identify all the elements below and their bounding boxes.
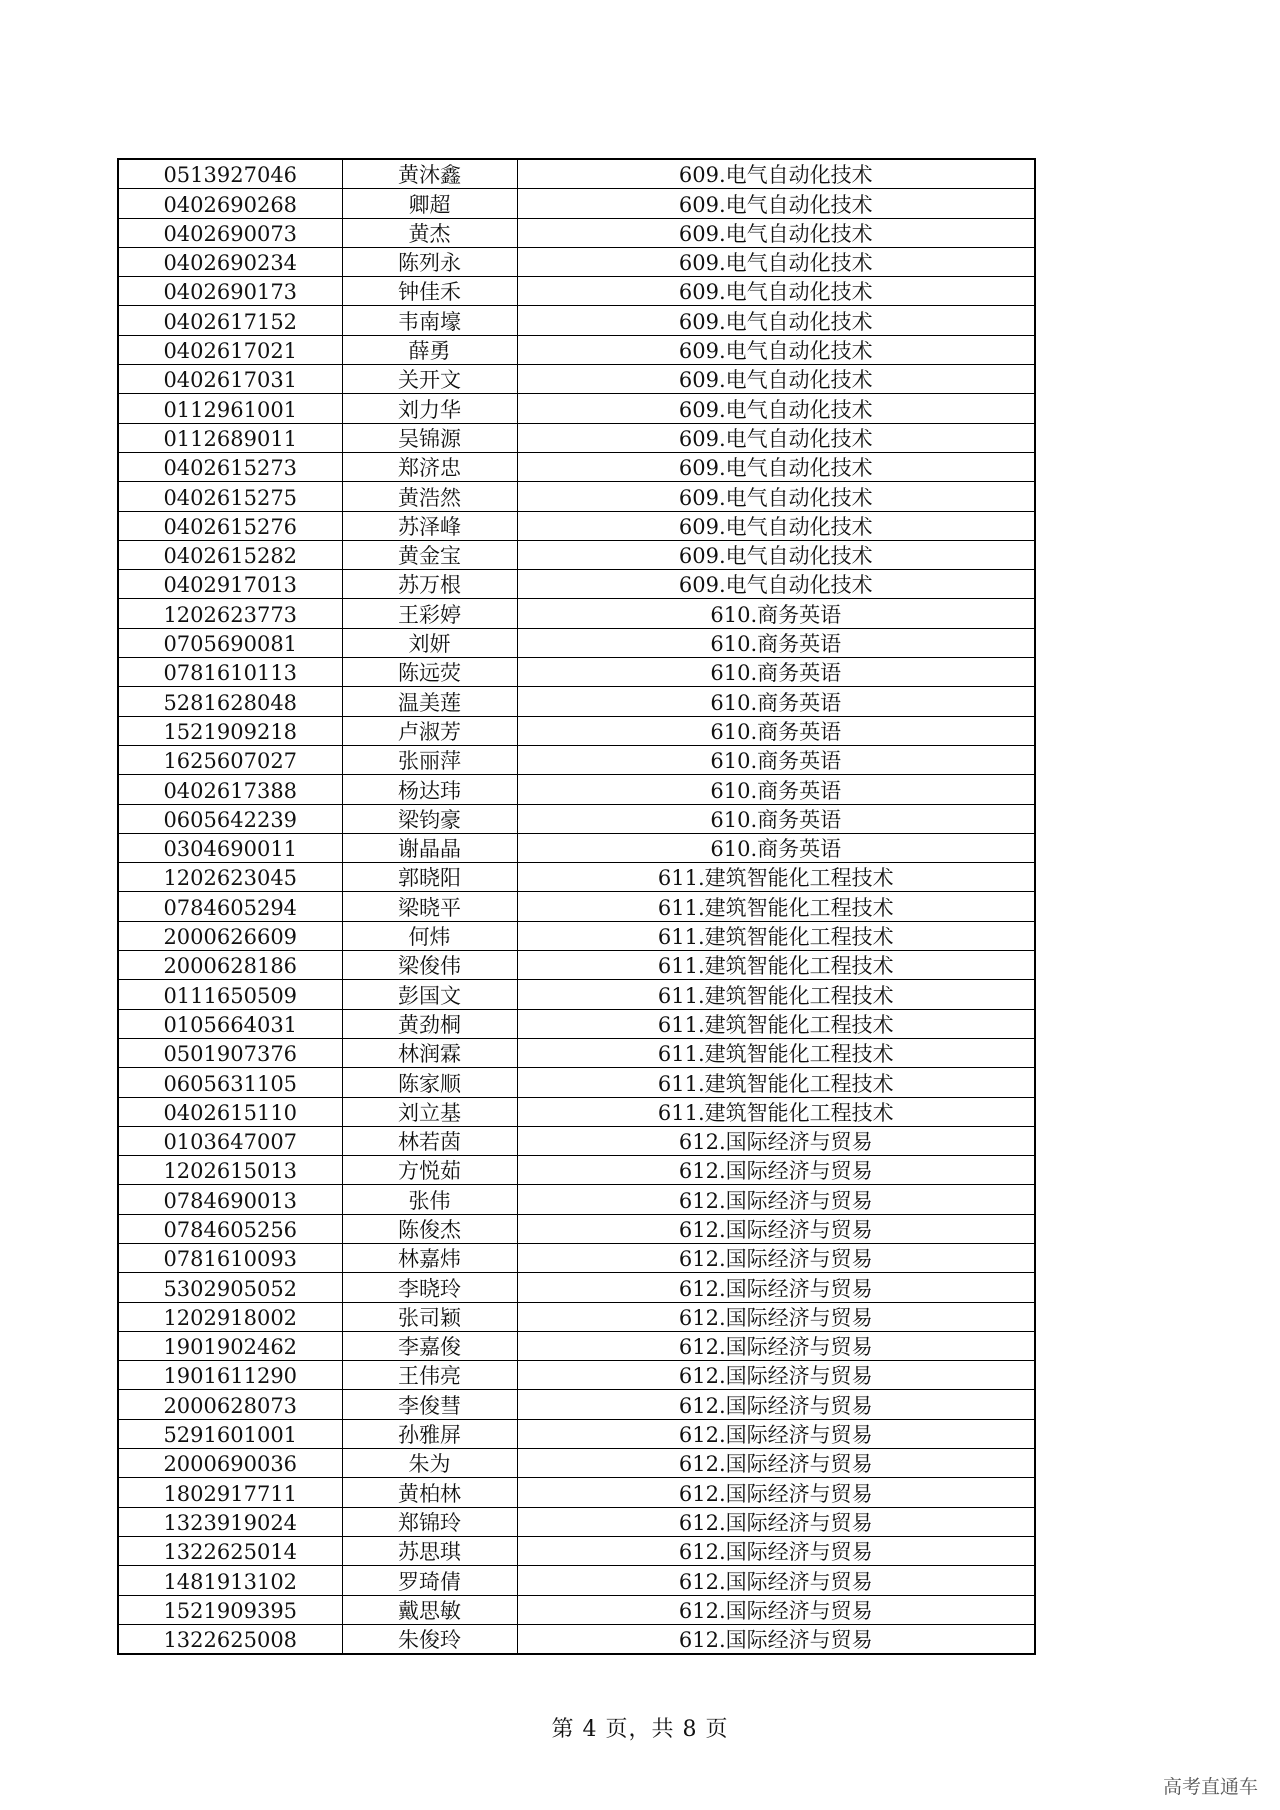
- table-row: [118, 511, 1035, 540]
- major-cell: 611.建筑智能化工程技术: [517, 921, 1035, 950]
- exam-number-cell: 0402917013: [118, 570, 342, 599]
- major-cell: 610.商务英语: [517, 833, 1035, 862]
- student-name-cell: 黄金宝: [342, 540, 517, 569]
- exam-number-cell: 1521909218: [118, 716, 342, 745]
- table-row: [118, 1536, 1035, 1565]
- exam-number-cell: 1202615013: [118, 1156, 342, 1185]
- major-cell: 611.建筑智能化工程技术: [517, 1097, 1035, 1126]
- exam-number-cell: 0105664031: [118, 1009, 342, 1038]
- major-cell: 611.建筑智能化工程技术: [517, 980, 1035, 1009]
- table-row: [118, 1038, 1035, 1067]
- major-cell: 609.电气自动化技术: [517, 335, 1035, 364]
- major-cell: 612.国际经济与贸易: [517, 1449, 1035, 1478]
- student-name-cell: 张丽萍: [342, 745, 517, 774]
- student-name-cell: 戴思敏: [342, 1595, 517, 1624]
- exam-number-cell: 1322625008: [118, 1624, 342, 1654]
- table-row: [118, 892, 1035, 921]
- admission-list-table: [117, 158, 1036, 1655]
- exam-number-cell: 2000626609: [118, 921, 342, 950]
- student-name-cell: 吴锦源: [342, 423, 517, 452]
- exam-number-cell: 0605642239: [118, 804, 342, 833]
- major-cell: 610.商务英语: [517, 687, 1035, 716]
- student-name-cell: 韦南壕: [342, 306, 517, 335]
- table-row: [118, 365, 1035, 394]
- table-row: [118, 1302, 1035, 1331]
- major-cell: 610.商务英语: [517, 804, 1035, 833]
- major-cell: 611.建筑智能化工程技术: [517, 951, 1035, 980]
- student-name-cell: 刘立基: [342, 1097, 517, 1126]
- exam-number-cell: 2000628186: [118, 951, 342, 980]
- exam-number-cell: 1802917711: [118, 1478, 342, 1507]
- exam-number-cell: 1901611290: [118, 1361, 342, 1390]
- exam-number-cell: 1521909395: [118, 1595, 342, 1624]
- major-cell: 609.电气自动化技术: [517, 570, 1035, 599]
- major-cell: 612.国际经济与贸易: [517, 1185, 1035, 1214]
- major-cell: 612.国际经济与贸易: [517, 1156, 1035, 1185]
- student-name-cell: 苏泽峰: [342, 511, 517, 540]
- exam-number-cell: 0781610113: [118, 658, 342, 687]
- student-name-cell: 陈俊杰: [342, 1214, 517, 1243]
- table-row: [118, 1273, 1035, 1302]
- major-cell: 610.商务英语: [517, 658, 1035, 687]
- table-row: [118, 775, 1035, 804]
- table-row: [118, 833, 1035, 862]
- table-row: [118, 423, 1035, 452]
- major-cell: 612.国际经济与贸易: [517, 1126, 1035, 1155]
- major-cell: 609.电气自动化技术: [517, 452, 1035, 481]
- exam-number-cell: 0402617152: [118, 306, 342, 335]
- major-cell: 609.电气自动化技术: [517, 423, 1035, 452]
- exam-number-cell: 0784605294: [118, 892, 342, 921]
- student-name-cell: 关开文: [342, 365, 517, 394]
- major-cell: 609.电气自动化技术: [517, 394, 1035, 423]
- student-name-cell: 苏思琪: [342, 1536, 517, 1565]
- major-cell: 612.国际经济与贸易: [517, 1566, 1035, 1595]
- exam-number-cell: 1323919024: [118, 1507, 342, 1536]
- major-cell: 612.国际经济与贸易: [517, 1331, 1035, 1360]
- major-cell: 612.国际经济与贸易: [517, 1507, 1035, 1536]
- page-number: 第 4 页，共 8 页: [551, 1717, 729, 1742]
- student-name-cell: 钟佳禾: [342, 277, 517, 306]
- exam-number-cell: 0781610093: [118, 1243, 342, 1272]
- student-name-cell: 黄柏林: [342, 1478, 517, 1507]
- table-row: [118, 540, 1035, 569]
- exam-number-cell: 0513927046: [118, 159, 342, 189]
- exam-number-cell: 1202623045: [118, 863, 342, 892]
- table-row: [118, 687, 1035, 716]
- student-name-cell: 郭晓阳: [342, 863, 517, 892]
- table-row: [118, 599, 1035, 628]
- student-name-cell: 郑济忠: [342, 452, 517, 481]
- student-name-cell: 李俊彗: [342, 1390, 517, 1419]
- exam-number-cell: 0705690081: [118, 628, 342, 657]
- major-cell: 611.建筑智能化工程技术: [517, 1038, 1035, 1067]
- exam-number-cell: 0111650509: [118, 980, 342, 1009]
- student-name-cell: 陈列永: [342, 247, 517, 276]
- major-cell: 612.国际经济与贸易: [517, 1243, 1035, 1272]
- exam-number-cell: 0402690073: [118, 218, 342, 247]
- table-row: [118, 1185, 1035, 1214]
- student-name-cell: 黄杰: [342, 218, 517, 247]
- student-name-cell: 温美莲: [342, 687, 517, 716]
- table-row: [118, 1361, 1035, 1390]
- student-name-cell: 苏万根: [342, 570, 517, 599]
- major-cell: 612.国际经济与贸易: [517, 1390, 1035, 1419]
- table-row: [118, 1156, 1035, 1185]
- student-name-cell: 梁俊伟: [342, 951, 517, 980]
- student-name-cell: 陈家顺: [342, 1068, 517, 1097]
- major-cell: 609.电气自动化技术: [517, 482, 1035, 511]
- table-row: [118, 1009, 1035, 1038]
- table-row: [118, 1243, 1035, 1272]
- table-row: [118, 628, 1035, 657]
- major-cell: 612.国际经济与贸易: [517, 1595, 1035, 1624]
- table-row: [118, 1566, 1035, 1595]
- table-row: [118, 570, 1035, 599]
- major-cell: 609.电气自动化技术: [517, 365, 1035, 394]
- major-cell: 612.国际经济与贸易: [517, 1478, 1035, 1507]
- exam-number-cell: 0501907376: [118, 1038, 342, 1067]
- major-cell: 610.商务英语: [517, 745, 1035, 774]
- exam-number-cell: 0402617388: [118, 775, 342, 804]
- major-cell: 609.电气自动化技术: [517, 218, 1035, 247]
- table-row: [118, 1595, 1035, 1624]
- student-name-cell: 刘妍: [342, 628, 517, 657]
- student-name-cell: 梁钧豪: [342, 804, 517, 833]
- exam-number-cell: 0402615273: [118, 452, 342, 481]
- major-cell: 612.国际经济与贸易: [517, 1273, 1035, 1302]
- table-row: [118, 1624, 1035, 1654]
- table-row: [118, 306, 1035, 335]
- student-name-cell: 杨达玮: [342, 775, 517, 804]
- exam-number-cell: 2000690036: [118, 1449, 342, 1478]
- major-cell: 612.国际经济与贸易: [517, 1419, 1035, 1448]
- exam-number-cell: 2000628073: [118, 1390, 342, 1419]
- major-cell: 612.国际经济与贸易: [517, 1302, 1035, 1331]
- table-row: [118, 863, 1035, 892]
- table-row: [118, 452, 1035, 481]
- table-row: [118, 980, 1035, 1009]
- major-cell: 610.商务英语: [517, 628, 1035, 657]
- table-row: [118, 218, 1035, 247]
- major-cell: 609.电气自动化技术: [517, 511, 1035, 540]
- student-name-cell: 陈远荧: [342, 658, 517, 687]
- major-cell: 609.电气自动化技术: [517, 247, 1035, 276]
- major-cell: 611.建筑智能化工程技术: [517, 1009, 1035, 1038]
- student-name-cell: 郑锦玲: [342, 1507, 517, 1536]
- student-name-cell: 谢晶晶: [342, 833, 517, 862]
- exam-number-cell: 1901902462: [118, 1331, 342, 1360]
- table-row: [118, 159, 1035, 189]
- exam-number-cell: 1202623773: [118, 599, 342, 628]
- table-row: [118, 277, 1035, 306]
- major-cell: 612.国际经济与贸易: [517, 1361, 1035, 1390]
- exam-number-cell: 1322625014: [118, 1536, 342, 1565]
- student-name-cell: 李嘉俊: [342, 1331, 517, 1360]
- major-cell: 609.电气自动化技术: [517, 306, 1035, 335]
- student-name-cell: 黄浩然: [342, 482, 517, 511]
- exam-number-cell: 0402690268: [118, 189, 342, 218]
- major-cell: 612.国际经济与贸易: [517, 1536, 1035, 1565]
- exam-number-cell: 0402615276: [118, 511, 342, 540]
- student-name-cell: 何炜: [342, 921, 517, 950]
- table-row: [118, 1214, 1035, 1243]
- student-name-cell: 刘力华: [342, 394, 517, 423]
- student-name-cell: 林若茵: [342, 1126, 517, 1155]
- exam-number-cell: 0784690013: [118, 1185, 342, 1214]
- watermark-logo-text: 高考直通车: [1162, 1776, 1258, 1798]
- exam-number-cell: 1202918002: [118, 1302, 342, 1331]
- table-row: [118, 1068, 1035, 1097]
- student-name-cell: 朱俊玲: [342, 1624, 517, 1654]
- exam-number-cell: 0103647007: [118, 1126, 342, 1155]
- table-row: [118, 1126, 1035, 1155]
- exam-number-cell: 1481913102: [118, 1566, 342, 1595]
- student-name-cell: 薛勇: [342, 335, 517, 364]
- table-row: [118, 1507, 1035, 1536]
- exam-number-cell: 0304690011: [118, 833, 342, 862]
- major-cell: 612.国际经济与贸易: [517, 1214, 1035, 1243]
- student-name-cell: 张伟: [342, 1185, 517, 1214]
- student-name-cell: 黄劲桐: [342, 1009, 517, 1038]
- exam-number-cell: 1625607027: [118, 745, 342, 774]
- major-cell: 611.建筑智能化工程技术: [517, 892, 1035, 921]
- exam-number-cell: 5302905052: [118, 1273, 342, 1302]
- table-row: [118, 804, 1035, 833]
- student-name-cell: 卿超: [342, 189, 517, 218]
- major-cell: 612.国际经济与贸易: [517, 1624, 1035, 1654]
- student-name-cell: 彭国文: [342, 980, 517, 1009]
- exam-number-cell: 0402617021: [118, 335, 342, 364]
- student-name-cell: 黄沐鑫: [342, 159, 517, 189]
- student-name-cell: 孙雅屏: [342, 1419, 517, 1448]
- student-name-cell: 林润霖: [342, 1038, 517, 1067]
- table-row: [118, 335, 1035, 364]
- student-name-cell: 张司颖: [342, 1302, 517, 1331]
- major-cell: 611.建筑智能化工程技术: [517, 863, 1035, 892]
- table-row: [118, 1449, 1035, 1478]
- table-row: [118, 1331, 1035, 1360]
- major-cell: 609.电气自动化技术: [517, 540, 1035, 569]
- student-name-cell: 朱为: [342, 1449, 517, 1478]
- major-cell: 609.电气自动化技术: [517, 159, 1035, 189]
- exam-number-cell: 0402615282: [118, 540, 342, 569]
- student-name-cell: 李晓玲: [342, 1273, 517, 1302]
- exam-number-cell: 0784605256: [118, 1214, 342, 1243]
- table-row: [118, 482, 1035, 511]
- student-name-cell: 方悦茹: [342, 1156, 517, 1185]
- exam-number-cell: 0402615110: [118, 1097, 342, 1126]
- major-cell: 611.建筑智能化工程技术: [517, 1068, 1035, 1097]
- major-cell: 609.电气自动化技术: [517, 189, 1035, 218]
- exam-number-cell: 0112689011: [118, 423, 342, 452]
- exam-number-cell: 5281628048: [118, 687, 342, 716]
- exam-number-cell: 0402690234: [118, 247, 342, 276]
- table-row: [118, 1419, 1035, 1448]
- student-name-cell: 梁晓平: [342, 892, 517, 921]
- table-row: [118, 189, 1035, 218]
- table-row: [118, 716, 1035, 745]
- student-name-cell: 卢淑芳: [342, 716, 517, 745]
- major-cell: 610.商务英语: [517, 775, 1035, 804]
- student-name-cell: 林嘉炜: [342, 1243, 517, 1272]
- table-row: [118, 394, 1035, 423]
- major-cell: 610.商务英语: [517, 716, 1035, 745]
- exam-number-cell: 0605631105: [118, 1068, 342, 1097]
- table-row: [118, 658, 1035, 687]
- table-row: [118, 1097, 1035, 1126]
- exam-number-cell: 5291601001: [118, 1419, 342, 1448]
- exam-number-cell: 0402617031: [118, 365, 342, 394]
- table-row: [118, 951, 1035, 980]
- student-name-cell: 王彩婷: [342, 599, 517, 628]
- table-body: [118, 159, 1035, 1654]
- exam-number-cell: 0402615275: [118, 482, 342, 511]
- exam-number-cell: 0112961001: [118, 394, 342, 423]
- table-row: [118, 745, 1035, 774]
- student-name-cell: 王伟亮: [342, 1361, 517, 1390]
- table-row: [118, 247, 1035, 276]
- table-row: [118, 1390, 1035, 1419]
- student-name-cell: 罗琦倩: [342, 1566, 517, 1595]
- table-row: [118, 921, 1035, 950]
- major-cell: 609.电气自动化技术: [517, 277, 1035, 306]
- table-row: [118, 1478, 1035, 1507]
- exam-number-cell: 0402690173: [118, 277, 342, 306]
- major-cell: 610.商务英语: [517, 599, 1035, 628]
